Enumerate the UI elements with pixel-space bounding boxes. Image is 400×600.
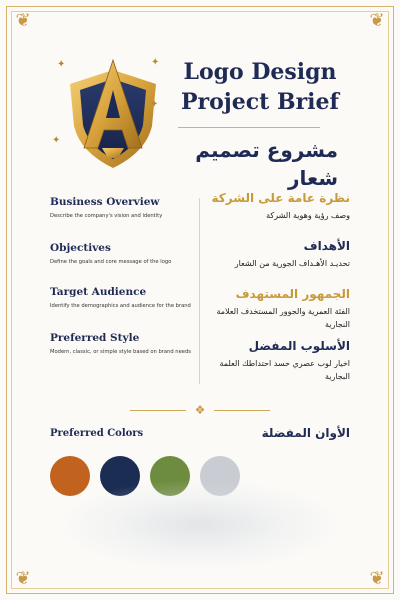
section-target-audience xyxy=(50,285,195,310)
section-ar-style xyxy=(200,338,350,383)
sparkle-icon: ✦ xyxy=(150,99,159,110)
flourish-icon: ❖ xyxy=(194,403,206,417)
section-description-ar: تحديـد الأهـداف الجورية من الشعار xyxy=(234,259,350,268)
section-heading-ar: الأسلوب المفضل xyxy=(248,339,350,353)
section-ar-objectives xyxy=(200,238,350,270)
section-heading-ar: الأهداف xyxy=(303,239,350,253)
section-heading: Target Audience xyxy=(50,286,147,298)
preferred-colors-label: Preferred Colors xyxy=(50,428,144,439)
section-description: Modern, classic, or simple style based on brand needs xyxy=(50,349,191,355)
sparkle-icon: ✦ xyxy=(151,57,160,68)
section-description-ar: اخيار لوب عصري حسد احتداطك العلمة البجارية xyxy=(219,359,350,381)
section-heading: Preferred Style xyxy=(50,332,140,344)
section-description-ar: وصف رؤية وهوية الشركة xyxy=(266,211,350,220)
section-description: Identify the demographics and audience for the brand xyxy=(50,303,191,309)
sparkle-icon: ✦ xyxy=(57,59,66,70)
section-heading: Objectives xyxy=(50,242,111,254)
section-heading-ar: نظرة عامة على الشركة xyxy=(211,191,350,205)
corner-ornament-icon: ❦ xyxy=(369,568,385,589)
arabic-title: مشروع تصميم شعار xyxy=(195,138,338,190)
section-heading-ar: الجمهور المستهدف xyxy=(235,287,350,301)
title-divider xyxy=(178,127,320,128)
section-heading: Business Overview xyxy=(50,196,160,208)
title-line-2: Project Brief xyxy=(181,89,339,115)
section-description: Define the goals and core message of the logo xyxy=(50,259,172,265)
section-description: Describe the company's vision and identity xyxy=(50,213,163,219)
section-business-overview xyxy=(50,195,195,220)
section-ar-audience xyxy=(200,286,350,331)
corner-ornament-icon: ❦ xyxy=(15,10,31,31)
section-preferred-style xyxy=(50,331,195,356)
title-line-1: Logo Design xyxy=(183,59,337,85)
watercolor-background xyxy=(60,480,340,570)
color-swatch-orange xyxy=(50,456,90,496)
section-objectives xyxy=(50,241,195,266)
corner-ornament-icon: ❦ xyxy=(15,568,31,589)
ornament-divider xyxy=(0,405,400,417)
preferred-colors-label-ar: الأوان المفضلة xyxy=(261,426,350,440)
corner-ornament-icon: ❦ xyxy=(369,10,385,31)
section-ar-overview xyxy=(200,190,350,222)
section-description-ar: الفئة العمرية والجوور المستخدف العلامة النجارية xyxy=(216,307,350,329)
sparkle-icon: ✦ xyxy=(52,135,61,146)
